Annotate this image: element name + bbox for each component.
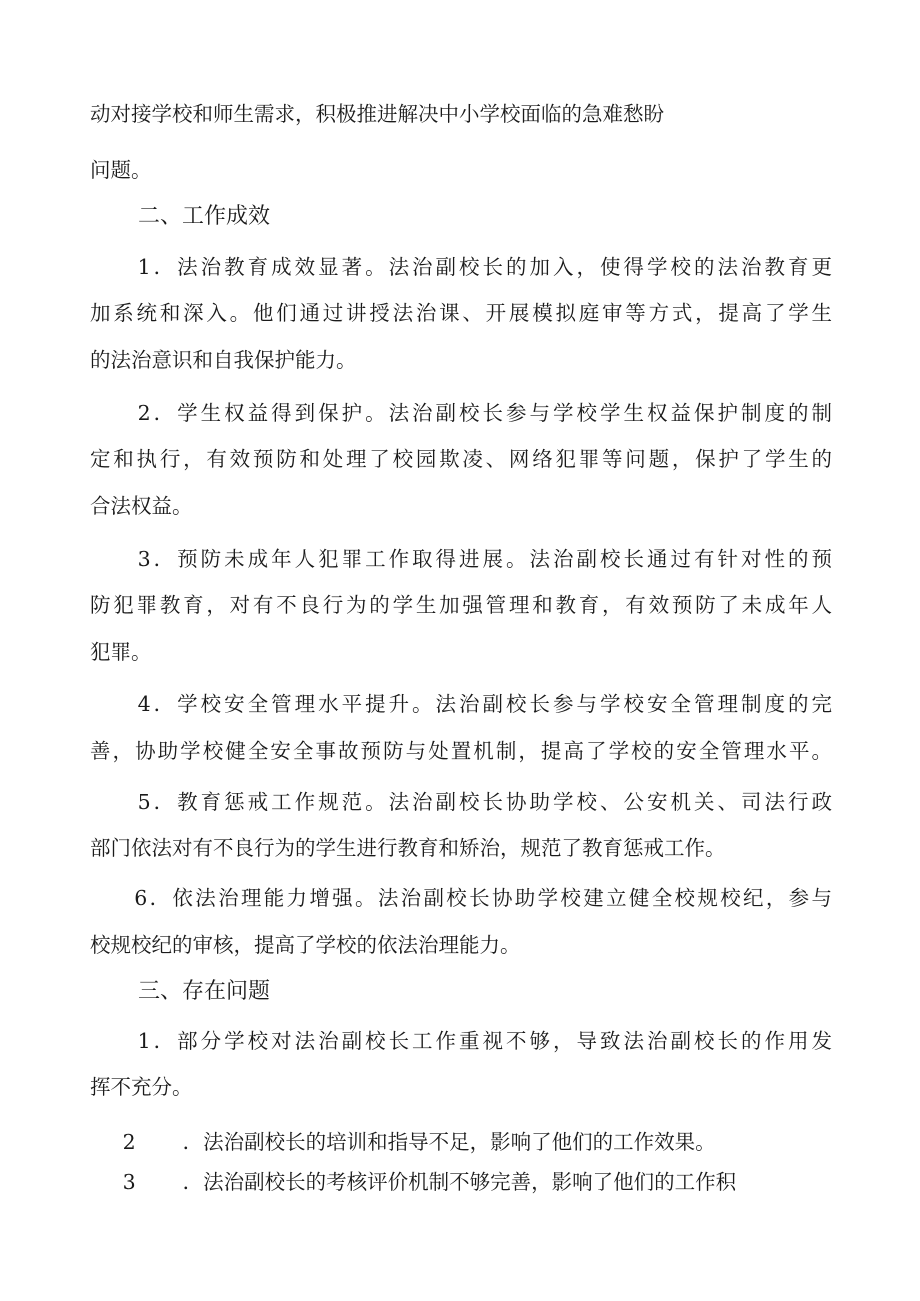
item-number: 1 [137,255,151,279]
item-number: 1 [137,1029,151,1053]
item-line: 4．学校安全管理水平提升。法治副校长参与学校安全管理制度的完 [137,692,832,716]
item-line: 3．预防未成年人犯罪工作取得进展。法治副校长通过有针对性的预 [137,547,832,571]
item-line: 加系统和深入。他们通过讲授法治课、开展模拟庭审等方式，提高了学生 [90,301,832,325]
intro-line-2: 问题。 [90,158,152,182]
item-line: 校规校纪的审核，提高了学校的依法治理能力。 [90,933,521,957]
item-line: 2．学生权益得到保护。法治副校长参与学校学生权益保护制度的制 [137,401,832,425]
item-line: 犯罪。 [90,640,152,664]
item-line: 1．部分学校对法治副校长工作重视不够，导致法治副校长的作用发 [137,1029,832,1053]
item-line: 3 ．法治副校长的考核评价机制不够完善，影响了他们的工作积 [122,1170,737,1194]
item-line: 5．教育惩戒工作规范。法治副校长协助学校、公安机关、司法行政 [137,790,832,814]
item-line: 合法权益。 [90,494,193,518]
item-line: 挥不充分。 [90,1075,193,1099]
section-heading-results: 二、工作成效 [138,204,271,229]
item-line: 善，协助学校健全安全事故预防与处置机制，提高了学校的安全管理水平。 [90,739,832,763]
intro-line-1: 动对接学校和师生需求，积极推进解决中小学校面临的急难愁盼 [90,102,664,126]
item-number: 2 [122,1130,136,1154]
item-number: 3 [137,547,151,571]
item-line: 定和执行，有效预防和处理了校园欺凌、网络犯罪等问题，保护了学生的 [90,447,832,471]
item-line: 防犯罪教育，对有不良行为的学生加强管理和教育，有效预防了未成年人 [90,593,832,617]
item-number: 4 [137,692,151,716]
item-number: 2 [137,401,151,425]
item-line: 2 ．法治副校长的培训和指导不足，影响了他们的工作效果。 [122,1130,716,1154]
section-heading-problems: 三、存在问题 [138,979,271,1004]
item-number: 6 [134,886,148,910]
item-number: 5 [137,790,151,814]
item-line: 部门依法对有不良行为的学生进行教育和矫治，规范了教育惩戒工作。 [90,836,726,860]
item-line: 6．依法治理能力增强。法治副校长协助学校建立健全校规校纪，参与 [134,886,833,910]
item-line: 的法治意识和自我保护能力。 [90,348,357,372]
item-number: 3 [122,1170,136,1194]
item-line: 1．法治教育成效显著。法治副校长的加入，使得学校的法治教育更 [137,255,832,279]
